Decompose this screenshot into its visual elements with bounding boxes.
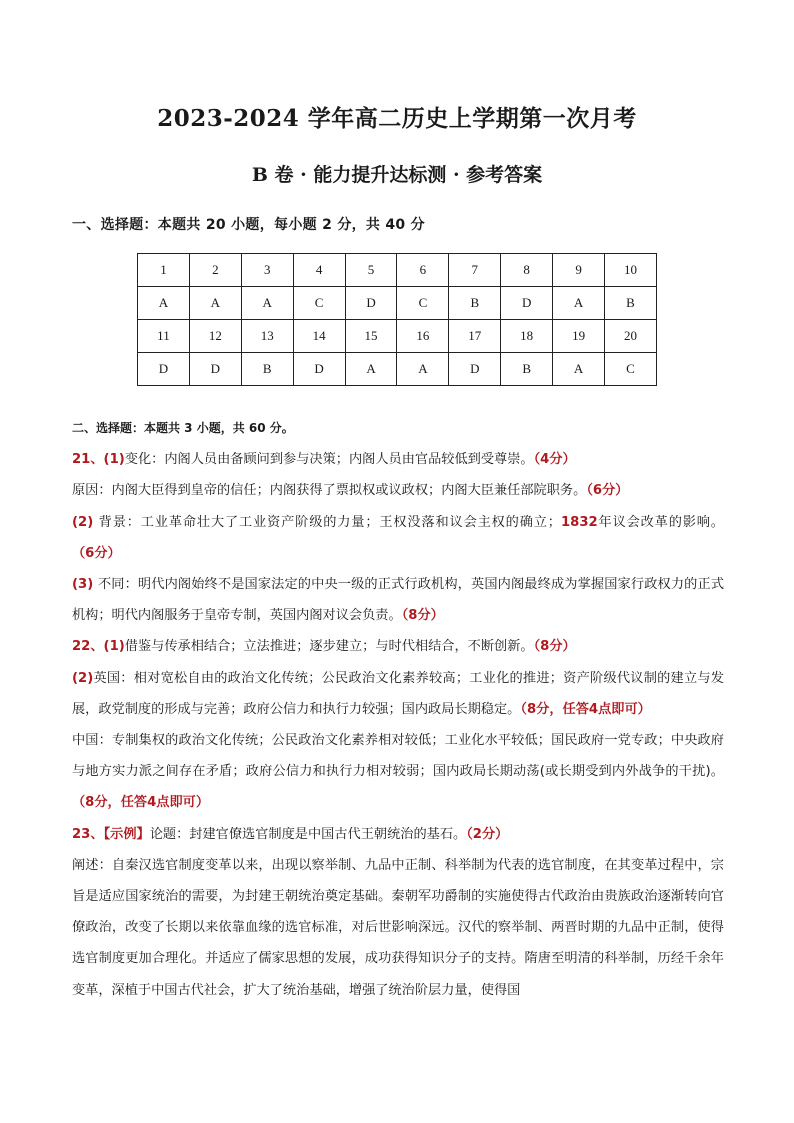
- answer-paragraph: [72, 444, 724, 475]
- answer-cell: A: [553, 287, 605, 320]
- score-marker: （6分）: [586, 483, 629, 499]
- answer-paragraph: [72, 475, 724, 506]
- question-number-cell: 6: [397, 254, 449, 287]
- score-marker: 23、【示例】: [72, 826, 150, 842]
- score-marker: （6分）: [72, 545, 121, 561]
- section1-heading: 一、选择题：本题共 20 小题，每小题 2 分，共 40 分: [72, 217, 425, 233]
- answer-cell: A: [553, 353, 605, 386]
- question-number-cell: 17: [449, 320, 501, 353]
- score-marker: （2分）: [466, 826, 509, 842]
- question-number-cell: 14: [293, 320, 345, 353]
- question-number-cell: 4: [293, 254, 345, 287]
- page-title: 2023-2024 学年高二历史上学期第一次月考: [157, 105, 637, 132]
- answer-cell: D: [345, 287, 397, 320]
- question-number-cell: 20: [605, 320, 657, 353]
- question-number-cell: 5: [345, 254, 397, 287]
- question-number-cell: 11: [138, 320, 190, 353]
- answer-cell: A: [138, 287, 190, 320]
- answer-cell: A: [397, 353, 449, 386]
- score-marker: （8分，任答4点即可）: [72, 795, 210, 811]
- question-number-cell: 3: [241, 254, 293, 287]
- answer-cell: D: [501, 287, 553, 320]
- answer-cell: A: [345, 353, 397, 386]
- score-marker: （8分）: [533, 639, 576, 655]
- question-number-cell: 9: [553, 254, 605, 287]
- question-number-cell: 7: [449, 254, 501, 287]
- score-marker: (2): [72, 670, 94, 686]
- answer-cell: B: [241, 353, 293, 386]
- answer-body: [72, 413, 724, 1006]
- score-marker: 1832: [560, 514, 598, 530]
- answer-paragraph: [72, 850, 724, 1006]
- score-marker: 21、(1): [72, 452, 125, 468]
- answer-cell: D: [189, 353, 241, 386]
- answer-text: 论题：封建官僚选官制度是中国古代王朝统治的基石。: [149, 826, 467, 842]
- answer-cell: A: [241, 287, 293, 320]
- answer-cell: D: [449, 353, 501, 386]
- question-number-cell: 1: [138, 254, 190, 287]
- section2-heading: 二、选择题：本题共 3 小题，共 60 分。: [72, 421, 294, 435]
- page-subtitle: B 卷 · 能力提升达标测 · 参考答案: [251, 164, 543, 186]
- answer-paragraphs: [72, 444, 724, 1006]
- score-marker: （8分）: [401, 608, 444, 624]
- answer-text: 借鉴与传承相结合；立法推进；逐步建立；与时代相结合，不断创新。: [124, 639, 534, 655]
- question-number-cell: 13: [241, 320, 293, 353]
- answer-table: [137, 253, 657, 386]
- answer-cell: C: [605, 353, 657, 386]
- answer-paragraph: [72, 725, 724, 819]
- answer-cell: B: [501, 353, 553, 386]
- answer-text: 英国：相对宽松自由的政治文化传统；公民政治文化素养较高；工业化的推进；资产阶级代议制的建立与发展，政党制度的形成与完善；政府公信力和执行力较强；国内政局长期稳定。: [72, 670, 724, 717]
- question-number-row: [138, 320, 657, 353]
- answer-cell: B: [449, 287, 501, 320]
- answer-cell: C: [293, 287, 345, 320]
- answer-paragraph: [72, 663, 724, 725]
- answer-text: 中国：专制集权的政治文化传统；公民政治文化素养相对较低；工业化水平较低；国民政府一党专政；中央政府与地方实力派之间存在矛盾；政府公信力和执行力相对较弱；国内政局长期动荡(或长期受到内外战争的干扰)。: [72, 733, 724, 780]
- answer-text: 背景：工业革命壮大了工业资产阶级的力量；王权没落和议会主权的确立；: [98, 514, 561, 530]
- answer-cell: C: [397, 287, 449, 320]
- answer-text: 年议会改革的影响。: [597, 514, 724, 530]
- question-number-cell: 8: [501, 254, 553, 287]
- question-number-cell: 18: [501, 320, 553, 353]
- question-number-cell: 19: [553, 320, 605, 353]
- answer-row: [138, 353, 657, 386]
- answer-cell: D: [138, 353, 190, 386]
- score-marker: (3): [72, 577, 98, 593]
- question-number-cell: 10: [605, 254, 657, 287]
- score-marker: 22、(1): [72, 639, 125, 655]
- score-marker: （8分，任答4点即可）: [520, 701, 651, 717]
- answer-paragraph: [72, 569, 724, 631]
- answer-paragraph: [72, 631, 724, 662]
- question-number-cell: 15: [345, 320, 397, 353]
- answer-text: 原因：内阁大臣得到皇帝的信任；内阁获得了票拟权或议政权；内阁大臣兼任部院职务。: [72, 483, 587, 499]
- question-number-cell: 2: [189, 254, 241, 287]
- score-marker: （4分）: [533, 452, 576, 468]
- answer-cell: B: [605, 287, 657, 320]
- question-number-cell: 16: [397, 320, 449, 353]
- answer-text: 阐述：自秦汉选官制度变革以来，出现以察举制、九品中正制、科举制为代表的选官制度，在其变革过程中，宗旨是适应国家统治的需要，为封建王朝统治奠定基础。秦朝军功爵制的实施使得古代政治由贵族政治逐渐转向官僚政治，改变了长期以来依靠血缘的选官标准，对后世影响深远。汉代的察举制、两晋时期的九品中正制，使得选官制度更加合理化。并适应了儒家思想的发展，成功获得知识分子的支持。隋唐至明清的科举制，历经千余年变革，深植于中国古代社会，扩大了统治基础，增强了统治阶层力量，使得国: [72, 857, 724, 998]
- answer-paragraph: [72, 819, 724, 850]
- answer-text: 变化：内阁人员由备顾问到参与决策；内阁人员由官品较低到受尊崇。: [124, 452, 534, 468]
- answer-cell: A: [189, 287, 241, 320]
- question-number-cell: 12: [189, 320, 241, 353]
- answer-text: 不同：明代内阁始终不是国家法定的中央一级的正式行政机构，英国内阁最终成为掌握国家行政权力的正式机构；明代内阁服务于皇帝专制，英国内阁对议会负责。: [72, 577, 725, 624]
- answer-cell: D: [293, 353, 345, 386]
- score-marker: (2): [72, 514, 99, 530]
- question-number-row: [138, 254, 657, 287]
- answer-paragraph: [72, 507, 724, 569]
- answer-row: [138, 287, 657, 320]
